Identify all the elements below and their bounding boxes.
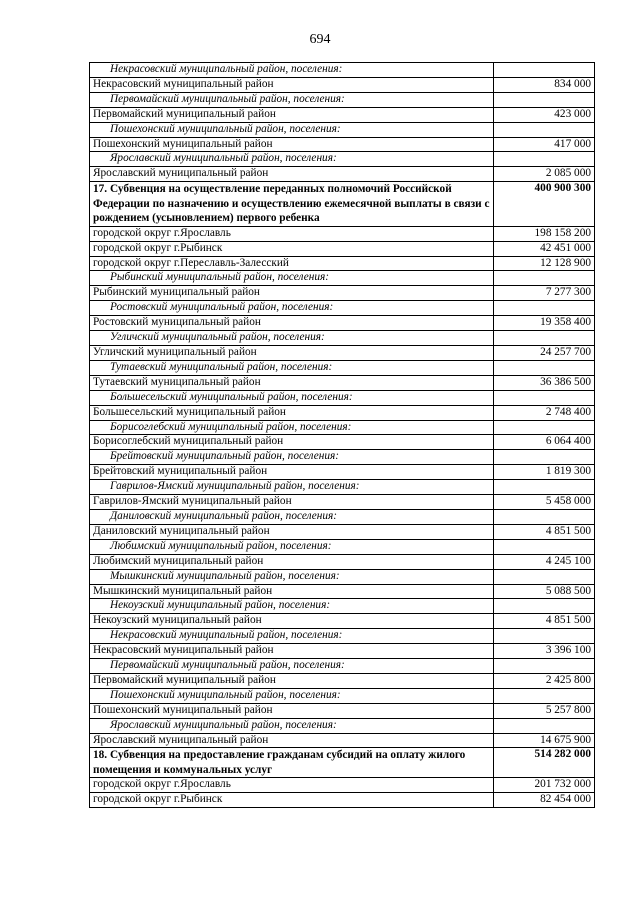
row-amount-cell: 7 277 300 xyxy=(494,286,595,301)
row-amount-cell: 417 000 xyxy=(494,137,595,152)
table-row xyxy=(90,584,595,599)
subheading-row xyxy=(90,539,595,554)
row-amount-cell xyxy=(494,152,595,167)
row-amount-cell xyxy=(494,122,595,137)
row-amount-cell xyxy=(494,420,595,435)
subheading-row xyxy=(90,331,595,346)
row-amount-cell: 400 900 300 xyxy=(494,182,595,227)
budget-table xyxy=(89,62,595,808)
row-amount-cell: 12 128 900 xyxy=(494,256,595,271)
page-number: 694 xyxy=(309,32,331,47)
row-amount-cell: 423 000 xyxy=(494,107,595,122)
row-amount-cell: 2 748 400 xyxy=(494,405,595,420)
subheading-row xyxy=(90,480,595,495)
table-row xyxy=(90,405,595,420)
row-name-cell: Ярославский муниципальный район xyxy=(90,733,494,748)
row-name-cell: 17. Субвенция на осуществление переданных полномочий Российской Федерации по назначению и осуществлению ежемесячной выплаты в связи с рождением (усыновлением) первого ребенка xyxy=(90,182,494,227)
row-name-cell: Ростовский муниципальный район xyxy=(90,316,494,331)
row-name-cell: Некрасовский муниципальный район, поселения: xyxy=(90,629,494,644)
table-row xyxy=(90,793,595,808)
row-name-cell: Некрасовский муниципальный район xyxy=(90,644,494,659)
row-amount-cell: 19 358 400 xyxy=(494,316,595,331)
row-amount-cell: 514 282 000 xyxy=(494,748,595,778)
subheading-row xyxy=(90,390,595,405)
row-name-cell: Брейтовский муниципальный район, поселения: xyxy=(90,450,494,465)
row-name-cell: Даниловский муниципальный район, поселения: xyxy=(90,509,494,524)
row-name-cell: 18. Субвенция на предоставление гражданам субсидий на оплату жилого помещения и коммунальных услуг xyxy=(90,748,494,778)
subheading-row xyxy=(90,688,595,703)
row-name-cell: Тутаевский муниципальный район, поселения: xyxy=(90,360,494,375)
table-row xyxy=(90,346,595,361)
row-amount-cell xyxy=(494,718,595,733)
row-name-cell: Тутаевский муниципальный район xyxy=(90,375,494,390)
subheading-row xyxy=(90,122,595,137)
row-amount-cell: 5 458 000 xyxy=(494,495,595,510)
row-amount-cell xyxy=(494,331,595,346)
row-name-cell: Некоузский муниципальный район, поселения: xyxy=(90,599,494,614)
row-amount-cell: 14 675 900 xyxy=(494,733,595,748)
row-amount-cell: 36 386 500 xyxy=(494,375,595,390)
row-amount-cell xyxy=(494,360,595,375)
row-amount-cell xyxy=(494,480,595,495)
row-amount-cell xyxy=(494,63,595,78)
subheading-row xyxy=(90,629,595,644)
row-name-cell: Некрасовский муниципальный район xyxy=(90,77,494,92)
row-amount-cell xyxy=(494,569,595,584)
row-amount-cell: 834 000 xyxy=(494,77,595,92)
table-row xyxy=(90,673,595,688)
row-amount-cell xyxy=(494,92,595,107)
row-name-cell: Борисоглебский муниципальный район, поселения: xyxy=(90,420,494,435)
table-row xyxy=(90,554,595,569)
row-name-cell: Рыбинский муниципальный район, поселения: xyxy=(90,271,494,286)
row-name-cell: Большесельский муниципальный район, поселения: xyxy=(90,390,494,405)
row-name-cell: Пошехонский муниципальный район xyxy=(90,137,494,152)
row-name-cell: Брейтовский муниципальный район xyxy=(90,465,494,480)
table-row xyxy=(90,703,595,718)
row-amount-cell: 3 396 100 xyxy=(494,644,595,659)
table-row xyxy=(90,77,595,92)
table-row xyxy=(90,316,595,331)
row-name-cell: Борисоглебский муниципальный район xyxy=(90,435,494,450)
subheading-row xyxy=(90,301,595,316)
row-amount-cell xyxy=(494,599,595,614)
row-name-cell: Первомайский муниципальный район, поселения: xyxy=(90,659,494,674)
row-amount-cell: 2 085 000 xyxy=(494,167,595,182)
row-name-cell: Угличский муниципальный район, поселения: xyxy=(90,331,494,346)
row-amount-cell xyxy=(494,629,595,644)
table-row xyxy=(90,733,595,748)
table-row xyxy=(90,465,595,480)
table-row xyxy=(90,435,595,450)
subheading-row xyxy=(90,509,595,524)
table-row xyxy=(90,167,595,182)
row-amount-cell: 1 819 300 xyxy=(494,465,595,480)
row-amount-cell: 201 732 000 xyxy=(494,778,595,793)
table-row xyxy=(90,644,595,659)
table-row xyxy=(90,137,595,152)
subheading-row xyxy=(90,659,595,674)
row-amount-cell xyxy=(494,271,595,286)
row-amount-cell xyxy=(494,301,595,316)
row-amount-cell: 2 425 800 xyxy=(494,673,595,688)
row-name-cell: Некрасовский муниципальный район, поселения: xyxy=(90,63,494,78)
row-name-cell: городской округ г.Ярославль xyxy=(90,226,494,241)
row-amount-cell: 4 851 500 xyxy=(494,524,595,539)
subheading-row xyxy=(90,92,595,107)
subheading-row xyxy=(90,599,595,614)
table-row xyxy=(90,256,595,271)
table-row xyxy=(90,495,595,510)
row-amount-cell: 4 245 100 xyxy=(494,554,595,569)
row-name-cell: городской округ г.Рыбинск xyxy=(90,793,494,808)
table-row xyxy=(90,241,595,256)
subheading-row xyxy=(90,271,595,286)
subheading-row xyxy=(90,450,595,465)
row-amount-cell xyxy=(494,450,595,465)
row-name-cell: Первомайский муниципальный район xyxy=(90,673,494,688)
table-row xyxy=(90,375,595,390)
row-amount-cell: 42 451 000 xyxy=(494,241,595,256)
subheading-row xyxy=(90,420,595,435)
row-amount-cell: 198 158 200 xyxy=(494,226,595,241)
subheading-row xyxy=(90,569,595,584)
row-amount-cell xyxy=(494,688,595,703)
row-name-cell: Гаврилов-Ямский муниципальный район xyxy=(90,495,494,510)
row-amount-cell: 4 851 500 xyxy=(494,614,595,629)
row-name-cell: Даниловский муниципальный район xyxy=(90,524,494,539)
subheading-row xyxy=(90,718,595,733)
row-name-cell: Гаврилов-Ямский муниципальный район, поселения: xyxy=(90,480,494,495)
table-row xyxy=(90,614,595,629)
section-row xyxy=(90,182,595,227)
table-row xyxy=(90,226,595,241)
row-amount-cell xyxy=(494,390,595,405)
row-name-cell: Рыбинский муниципальный район xyxy=(90,286,494,301)
row-name-cell: Первомайский муниципальный район, поселения: xyxy=(90,92,494,107)
row-name-cell: Ярославский муниципальный район, поселения: xyxy=(90,152,494,167)
row-name-cell: Пошехонский муниципальный район, поселения: xyxy=(90,122,494,137)
table-row xyxy=(90,778,595,793)
row-amount-cell: 6 064 400 xyxy=(494,435,595,450)
row-name-cell: Некоузский муниципальный район xyxy=(90,614,494,629)
row-name-cell: Мышкинский муниципальный район xyxy=(90,584,494,599)
row-amount-cell: 5 257 800 xyxy=(494,703,595,718)
table-row xyxy=(90,107,595,122)
row-name-cell: Пошехонский муниципальный район, поселения: xyxy=(90,688,494,703)
row-name-cell: Любимский муниципальный район, поселения: xyxy=(90,539,494,554)
row-name-cell: городской округ г.Ярославль xyxy=(90,778,494,793)
row-name-cell: Ярославский муниципальный район xyxy=(90,167,494,182)
row-amount-cell xyxy=(494,539,595,554)
row-name-cell: Ярославский муниципальный район, поселения: xyxy=(90,718,494,733)
row-amount-cell: 5 088 500 xyxy=(494,584,595,599)
table-row xyxy=(90,524,595,539)
row-amount-cell xyxy=(494,509,595,524)
subheading-row xyxy=(90,63,595,78)
subheading-row xyxy=(90,152,595,167)
row-amount-cell: 82 454 000 xyxy=(494,793,595,808)
row-amount-cell xyxy=(494,659,595,674)
subheading-row xyxy=(90,360,595,375)
row-name-cell: городской округ г.Рыбинск xyxy=(90,241,494,256)
row-name-cell: Ростовский муниципальный район, поселения: xyxy=(90,301,494,316)
row-name-cell: Любимский муниципальный район xyxy=(90,554,494,569)
table-row xyxy=(90,286,595,301)
row-name-cell: Мышкинский муниципальный район, поселения: xyxy=(90,569,494,584)
row-name-cell: Пошехонский муниципальный район xyxy=(90,703,494,718)
row-name-cell: Первомайский муниципальный район xyxy=(90,107,494,122)
section-row xyxy=(90,748,595,778)
row-name-cell: городской округ г.Переславль-Залесский xyxy=(90,256,494,271)
row-name-cell: Угличский муниципальный район xyxy=(90,346,494,361)
row-amount-cell: 24 257 700 xyxy=(494,346,595,361)
budget-table-body xyxy=(90,63,595,808)
row-name-cell: Большесельский муниципальный район xyxy=(90,405,494,420)
